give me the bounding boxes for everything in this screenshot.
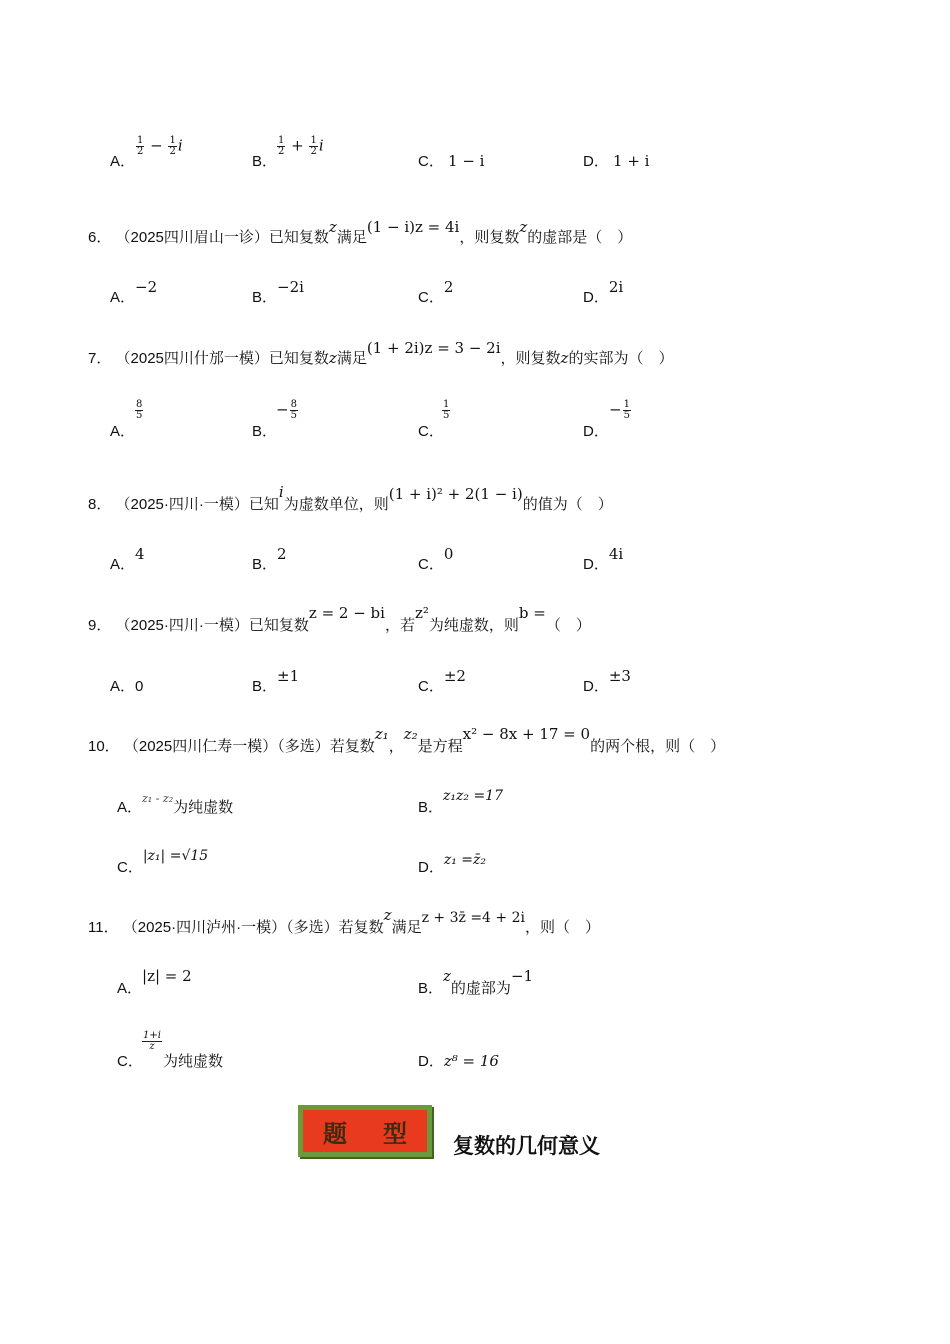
q11-option-c (117, 1050, 143, 1071)
option-math: z₁ - z₂ (142, 792, 174, 805)
q11-option-c-math (141, 1031, 163, 1052)
question-text: 的值为（ ） (522, 496, 613, 513)
q6-option-b (252, 278, 304, 307)
question-text: 的两个根，则（ ） (590, 738, 726, 755)
question-text: 若复数 (329, 738, 375, 755)
q11-option-b (418, 967, 534, 998)
option-math: 2i (608, 278, 624, 296)
option-math: −1 (510, 967, 534, 985)
question-number: 8． (88, 496, 112, 513)
option-math: z (443, 967, 451, 985)
option-letter: C． (117, 859, 143, 876)
question-text: ，则复数 (500, 350, 561, 367)
banner-char: 型 (383, 1118, 407, 1148)
question-number: 11． (88, 919, 119, 936)
q7-option-a-math (134, 400, 144, 421)
option-letter: B． (252, 289, 278, 306)
option-math: ±3 (608, 667, 631, 685)
option-math: z₁z₂ =17 (443, 788, 503, 804)
q8-option-b (252, 545, 287, 574)
question-text: 为虚数单位，则 (283, 496, 389, 513)
frac-num: 1 (623, 399, 630, 410)
q10-option-a (117, 792, 234, 817)
option-letter: C． (418, 289, 444, 306)
option-math: −2 (135, 278, 158, 296)
option-letter: B． (418, 799, 444, 816)
question-10 (88, 725, 726, 756)
question-text: 若复数 (338, 919, 384, 936)
question-source: （2025四川仁寿一模） (123, 738, 278, 755)
frac-num: 8 (290, 399, 297, 410)
question-text: 的实部为（ ） (568, 350, 674, 367)
math-var: z₂ (403, 725, 418, 743)
question-text: ，则复数 (459, 229, 520, 246)
q6-option-d (583, 278, 624, 307)
frac-den: 5 (136, 410, 143, 421)
question-number: 10． (88, 738, 120, 755)
option-letter: D． (583, 678, 609, 695)
q7-option-d (583, 420, 609, 441)
option-math: |z₁| =√15 (142, 848, 209, 864)
option-math: z⁸ = 16 (443, 1052, 499, 1070)
question-source: （2025·四川泸州·一模） (122, 919, 287, 936)
question-source: （2025四川眉山一诊） (115, 229, 269, 246)
option-math: 2 (443, 278, 454, 296)
frac-num: 1+i (143, 1030, 161, 1041)
option-letter: A． (110, 289, 136, 306)
math-var: z (328, 349, 337, 367)
q10-option-d (418, 852, 487, 877)
option-letter: B． (252, 678, 278, 695)
option-math: 0 (443, 545, 454, 563)
frac-den: 5 (623, 410, 630, 421)
question-tag: （多选） (277, 738, 330, 755)
math-var: z (519, 218, 528, 236)
q7-option-b (252, 420, 277, 441)
q9-option-a (110, 675, 143, 696)
math-equation: z + 3z̄ =4 + 2i (421, 910, 525, 926)
option-math: 1 − i (448, 152, 485, 170)
option-letter: A． (117, 799, 143, 816)
q9-option-c (418, 667, 466, 696)
option-letter: A． (110, 556, 136, 573)
q5-option-b (252, 150, 277, 171)
q10-option-c (117, 848, 209, 877)
frac-den: 5 (290, 410, 297, 421)
math-var: z (383, 906, 392, 924)
section-title: 复数的几何意义 (453, 1134, 600, 1158)
option-letter: A． (117, 980, 143, 997)
q7-option-b-math (276, 400, 299, 421)
option-letter: C． (418, 153, 444, 170)
option-letter: A． (110, 423, 136, 440)
math-equation: (1 − i)z = 4i (366, 218, 460, 236)
option-letter: D． (583, 423, 609, 440)
q5-option-c (418, 150, 484, 171)
question-number: 9． (88, 617, 112, 634)
question-11 (88, 906, 600, 937)
q6-option-c (418, 278, 454, 307)
option-letter: B． (252, 423, 278, 440)
option-letter: D． (583, 289, 609, 306)
q9-option-b (252, 667, 300, 696)
frac-den: 5 (443, 410, 450, 421)
q9-option-d (583, 667, 631, 696)
math-equation: (1 + 2i)z = 3 − 2i (366, 339, 501, 357)
option-letter: C． (117, 1053, 143, 1070)
math-equation: b = (518, 604, 546, 622)
q11-option-c-text: 为纯虚数 (163, 1053, 224, 1070)
question-text: 已知复数 (268, 350, 329, 367)
q8-option-c (418, 545, 454, 574)
option-math: z₁ =z̄₂ (443, 852, 487, 868)
math-equation: z = 2 − bi (308, 604, 385, 622)
question-text: （ ） (545, 617, 591, 634)
frac-num: 1 (443, 399, 450, 410)
option-math: −2i (277, 278, 304, 296)
option-letter: A． (110, 678, 136, 695)
q8-option-d (583, 545, 624, 574)
sign: − (276, 400, 289, 419)
math-var: z₁ (374, 725, 389, 743)
option-math: |z| = 2 (142, 967, 192, 985)
option-letter: A． (110, 153, 136, 170)
option-letter: B． (418, 980, 444, 997)
option-letter: D． (583, 153, 609, 170)
q5-option-b-math: $\frac{1}{2}$ + $\frac{1}{2}$ i (278, 135, 324, 157)
option-letter: D． (418, 859, 444, 876)
q5-option-a-math: $\frac{1}{2}$ − $\frac{1}{2}$ i (137, 135, 183, 157)
question-text: ，则（ ） (524, 919, 600, 936)
q5-option-a (110, 150, 135, 171)
section-banner-inner (303, 1110, 427, 1152)
question-6 (88, 218, 633, 247)
question-text: 满足 (336, 229, 367, 246)
option-letter: B． (252, 153, 278, 170)
frac-den: z (149, 1041, 155, 1052)
math-equation: x² − 8x + 17 = 0 (462, 725, 591, 743)
sign: − (609, 400, 622, 419)
question-text: 已知 (248, 496, 279, 513)
q7-option-d-math (609, 400, 632, 421)
question-number: 7． (88, 350, 112, 367)
option-math: 2 (277, 545, 287, 563)
question-9 (88, 604, 591, 635)
question-text: 的虚部是（ ） (527, 229, 633, 246)
question-source: （2025·四川·一模） (115, 617, 249, 634)
question-text: 已知复数 (248, 617, 309, 634)
option-letter: C． (418, 423, 444, 440)
question-source: （2025·四川·一模） (115, 496, 249, 513)
section-banner (298, 1105, 432, 1157)
q5-option-d (583, 150, 649, 171)
question-number: 6． (88, 229, 112, 246)
question-text: 是方程 (417, 738, 463, 755)
question-text: 为纯虚数，则 (428, 617, 519, 634)
q7-option-c-math (441, 400, 451, 421)
q7-option-c (418, 420, 444, 441)
question-text: 满足 (391, 919, 422, 936)
math-var: i (278, 483, 284, 501)
option-letter: B． (252, 556, 278, 573)
q7-option-a (110, 420, 135, 441)
option-math: 0 (135, 678, 144, 695)
q11-option-d (418, 1050, 499, 1071)
option-letter: C． (418, 556, 444, 573)
frac-num: 8 (136, 399, 143, 410)
question-text: ，若 (384, 617, 415, 634)
option-math: ±1 (277, 667, 300, 685)
math-var: z (328, 218, 337, 236)
option-text: 的虚部为 (450, 980, 511, 997)
q11-option-a (117, 967, 192, 998)
question-source: （2025四川什邡一模） (115, 350, 269, 367)
question-text: 已知复数 (268, 229, 329, 246)
question-tag: （多选） (286, 919, 339, 936)
option-math: ±2 (443, 667, 466, 685)
question-7 (88, 339, 674, 368)
math-equation: (1 + i)² + 2(1 − i) (388, 485, 523, 503)
q6-option-a (110, 278, 158, 307)
question-8 (88, 483, 613, 514)
option-letter: D． (418, 1053, 444, 1070)
banner-char: 题 (323, 1118, 347, 1148)
math-var: z (560, 349, 569, 367)
option-letter: C． (418, 678, 444, 695)
option-text: 为纯虚数 (173, 799, 234, 816)
question-text: 满足 (336, 350, 367, 367)
question-text: ， (388, 738, 404, 755)
option-math: 4i (608, 545, 624, 563)
q8-option-a (110, 545, 145, 574)
option-math: 4 (135, 545, 145, 563)
option-math: 1 + i (613, 152, 650, 170)
q10-option-b (418, 788, 503, 817)
math-equation: z² (414, 604, 429, 622)
option-letter: D． (583, 556, 609, 573)
